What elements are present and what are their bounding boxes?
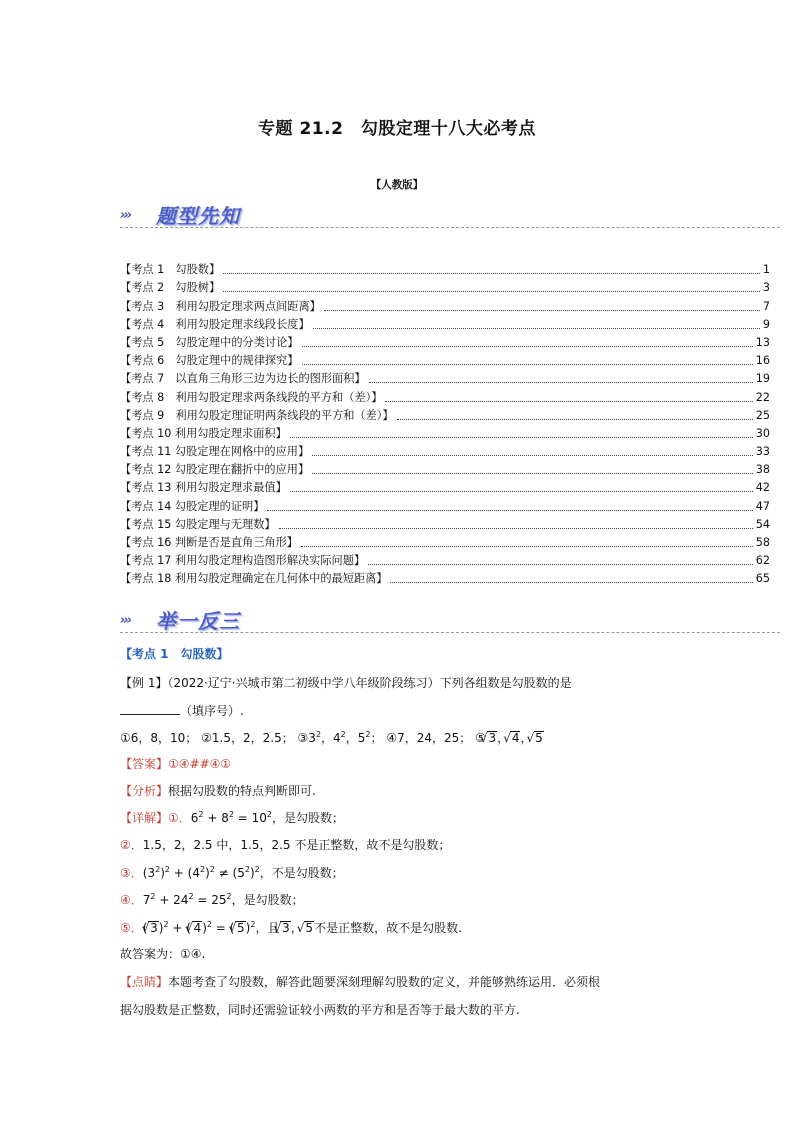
- toc-leader-dots: [223, 290, 760, 292]
- detail-line-5: ⑤．(√ 3)$^2$ + (√ 4)$^2$ = (√ 5)$^2$，且√ 3，√ 5不是正整数，故不是勾股数.: [120, 920, 462, 936]
- detail-tag: 【详解】: [120, 811, 169, 825]
- banner-practice: [120, 605, 780, 633]
- toc-entry-label: 【考点 12 勾股定理在翻折中的应用】: [120, 463, 310, 477]
- option-2: ②1.5，2，2.5；: [201, 731, 294, 745]
- toc-entry[interactable]: [120, 332, 770, 350]
- toc-entry[interactable]: [120, 259, 770, 277]
- toc-entry-label: 【考点 15 勾股定理与无理数】: [120, 517, 276, 531]
- answer-line: [120, 756, 231, 772]
- toc-entry-label: 【考点 10 利用勾股定理求面积】: [120, 426, 287, 440]
- toc-entry-label: 【考点 14 勾股定理的证明】: [120, 499, 265, 513]
- option-4: ④7，24，25；: [386, 731, 472, 745]
- toc-entry[interactable]: [120, 568, 770, 586]
- toc-entry-page: 42: [755, 481, 770, 495]
- toc-entry-label: 【考点 1 勾股数】: [120, 263, 221, 277]
- toc-entry-page: 30: [755, 426, 770, 440]
- toc-leader-dots: [290, 436, 753, 438]
- detail-line-1: 【详解】①．$6^2 + 8^2 = 10^2$，是勾股数；: [120, 810, 344, 825]
- toc-entry-page: 47: [755, 499, 770, 513]
- toc-entry-label: 【考点 11 勾股定理在网格中的应用】: [120, 445, 310, 459]
- equation-3: $(3^2)^2 + (4^2)^2 \ne (5^2)^2$: [142, 865, 260, 880]
- banner-preview: [120, 200, 780, 228]
- toc-leader-dots: [267, 509, 752, 511]
- toc-entry-page: 9: [762, 317, 770, 331]
- toc-leader-dots: [290, 490, 753, 492]
- toc-entry[interactable]: [120, 386, 770, 404]
- toc-leader-dots: [312, 454, 753, 456]
- toc-entry-label: 【考点 16 判断是否是直角三角形】: [120, 536, 298, 549]
- toc-entry-page: 62: [755, 554, 770, 568]
- toc-leader-dots: [302, 345, 753, 347]
- toc-entry[interactable]: [120, 514, 770, 532]
- table-of-contents: [120, 259, 770, 586]
- answer-blank-line: [120, 702, 244, 719]
- toc-entry[interactable]: [120, 477, 770, 495]
- answer-value: ①④##④①: [168, 757, 232, 771]
- toc-entry[interactable]: [120, 277, 770, 295]
- toc-entry-page: 65: [755, 572, 770, 586]
- analysis-line: [120, 783, 316, 799]
- toc-entry[interactable]: [120, 314, 770, 332]
- toc-entry-label: 【考点 2 勾股树】: [120, 281, 221, 295]
- toc-leader-dots: [397, 418, 753, 420]
- toc-leader-dots: [302, 363, 753, 365]
- toc-leader-dots: [368, 563, 753, 565]
- toc-entry[interactable]: [120, 459, 770, 477]
- banner-arrows-icon: ›››: [120, 208, 131, 223]
- example-text: （2022·辽宁·兴城市第二初级中学八年级阶段练习）下列各组数是勾股数的是: [167, 676, 572, 690]
- toc-entry-label: 【考点 18 利用勾股定理确定在几何体中的最短距离】: [120, 572, 388, 586]
- toc-entry-label: 【考点 13 利用勾股定理求最值】: [120, 481, 287, 495]
- toc-leader-dots: [385, 400, 752, 402]
- toc-entry-page: 33: [755, 445, 770, 459]
- toc-entry-page: 58: [755, 536, 770, 549]
- toc-entry[interactable]: [120, 550, 770, 568]
- page-title: 专题 21.2 勾股定理十八大必考点: [258, 119, 536, 139]
- toc-entry-page: 38: [755, 463, 770, 477]
- equation-1: $6^2 + 8^2 = 10^2$: [190, 810, 272, 825]
- toc-entry-page: 13: [755, 335, 770, 349]
- remark-tag: 【点睛】: [120, 975, 169, 989]
- toc-entry-page: 19: [755, 372, 770, 386]
- detail-line-3: ③．$(3^2)^2 + (4^2)^2 \ne (5^2)^2$，不是勾股数；: [120, 865, 344, 880]
- toc-entry-label: 【考点 6 勾股定理中的规律探究】: [120, 354, 299, 368]
- toc-entry-page: 16: [755, 354, 770, 368]
- analysis-tag: 【分析】: [120, 784, 169, 798]
- detail-line-2: ②．1.5，2，2.5 中，1.5，2.5 不是正整数，故不是勾股数；: [120, 838, 451, 852]
- toc-leader-dots: [301, 545, 753, 547]
- analysis-text: 根据勾股数的特点判断即可.: [168, 784, 316, 798]
- option-list: [120, 730, 544, 746]
- toc-entry-label: 【考点 3 利用勾股定理求两点间距离】: [120, 299, 321, 313]
- toc-entry-page: 25: [755, 408, 770, 422]
- toc-leader-dots: [312, 472, 753, 474]
- equation-5: (√ 3)$^2$ + (√ 4)$^2$ = (√ 5)$^2$，且√ 3，√ 5: [143, 921, 314, 935]
- toc-entry[interactable]: [120, 368, 770, 386]
- edition-label: 【人教版】: [370, 179, 424, 191]
- banner-divider: [120, 632, 780, 633]
- toc-entry[interactable]: [120, 495, 770, 513]
- toc-entry-page: 22: [755, 390, 770, 404]
- toc-entry[interactable]: [120, 423, 770, 441]
- banner-arrows-icon: ›››: [120, 613, 131, 628]
- fill-hint: （填序号）.: [180, 704, 244, 718]
- toc-entry-label: 【考点 4 利用勾股定理求线段长度】: [120, 317, 310, 331]
- toc-leader-dots: [223, 272, 760, 274]
- option-5: ⑤√ 3，√ 4，√ 5: [475, 731, 544, 745]
- remark-line-2: 据勾股数是正整数，同时还需验证较小两数的平方和是否等于最大数的平方.: [120, 1003, 520, 1017]
- toc-entry-label: 【考点 17 利用勾股定理构造图形解决实际问题】: [120, 554, 366, 568]
- toc-entry-page: 3: [762, 281, 770, 295]
- toc-entry[interactable]: [120, 295, 770, 313]
- toc-leader-dots: [313, 327, 760, 329]
- toc-leader-dots: [279, 527, 753, 529]
- toc-entry-label: 【考点 8 利用勾股定理求两条线段的平方和（差）】: [120, 390, 383, 404]
- remark-line-1: 【点睛】本题考查了勾股数，解答此题要深刻理解勾股数的定义，并能够熟练运用．必须根: [120, 975, 601, 989]
- toc-entry-page: 1: [762, 263, 770, 277]
- toc-entry[interactable]: [120, 350, 770, 368]
- answer-blank: [120, 702, 180, 715]
- toc-leader-dots: [369, 381, 753, 383]
- conclusion-line: 故答案为：①④.: [120, 947, 206, 961]
- toc-entry-label: 【考点 9 利用勾股定理证明两条线段的平方和（差）】: [120, 408, 394, 422]
- toc-leader-dots: [324, 309, 760, 311]
- equation-4: $7^2 + 24^2 = 25^2$: [142, 892, 232, 907]
- option-1: ①6，8，10；: [120, 731, 198, 745]
- toc-leader-dots: [390, 581, 752, 583]
- detail-line-4: ④．$7^2 + 24^2 = 25^2$，是勾股数；: [120, 892, 304, 907]
- banner-divider: [120, 227, 780, 228]
- banner-practice-text: 举一反三: [156, 609, 240, 633]
- toc-entry-page: 54: [755, 517, 770, 531]
- toc-entry[interactable]: [120, 441, 770, 459]
- toc-entry-page: 7: [762, 299, 770, 313]
- toc-entry[interactable]: [120, 405, 770, 423]
- example-question: [120, 675, 572, 691]
- toc-entry[interactable]: [120, 532, 770, 550]
- answer-tag: 【答案】: [120, 757, 169, 771]
- section-heading: 【考点 1 勾股数】: [120, 647, 229, 661]
- toc-entry-label: 【考点 7 以直角三角形三边为边长的图形面积】: [120, 372, 366, 386]
- example-tag: 【例 1】: [120, 676, 168, 690]
- toc-entry-label: 【考点 5 勾股定理中的分类讨论】: [120, 335, 299, 349]
- banner-preview-text: 题型先知: [156, 204, 240, 228]
- option-3: $③3^2$，$4^2$，$5^2$；: [297, 730, 383, 745]
